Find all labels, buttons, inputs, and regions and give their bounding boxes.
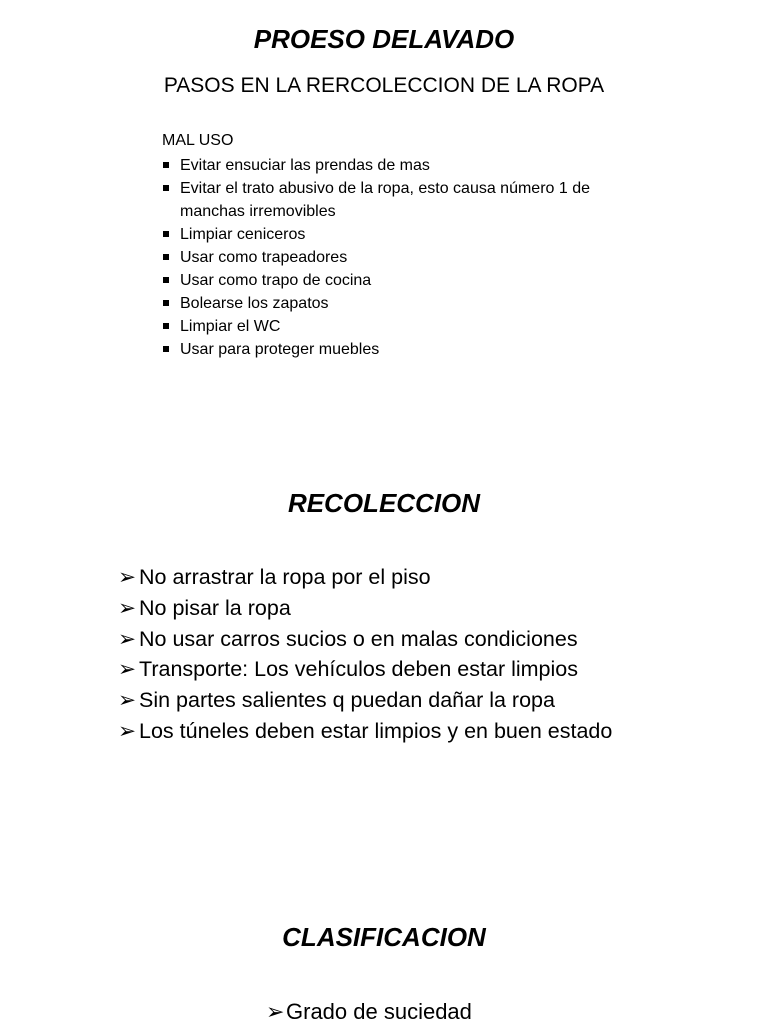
list-item: Limpiar ceniceros [162, 223, 622, 246]
mal-uso-list [162, 154, 622, 361]
recoleccion-list [118, 562, 738, 747]
list-item: Evitar ensuciar las prendas de mas [162, 154, 622, 177]
clasificacion-section [266, 996, 746, 1028]
list-item: Usar para proteger muebles [162, 338, 622, 361]
list-item: ➢ No usar carros sucios o en malas condiciones [118, 624, 738, 655]
recoleccion-title: RECOLECCION [287, 488, 481, 518]
list-item: ➢ Transporte: Los vehículos deben estar limpios [118, 654, 738, 685]
list-item: ➢ No pisar la ropa [118, 593, 738, 624]
list-item: Evitar el trato abusivo de la ropa, esto causa número 1 de manchas irremovibles [162, 177, 622, 223]
list-item: Bolearse los zapatos [162, 292, 622, 315]
mal-uso-section [162, 130, 622, 361]
list-item: ➢ Los túneles deben estar limpios y en buen estado [118, 716, 738, 747]
page-title: PROESO DELAVADO [253, 24, 515, 54]
clasificacion-list [266, 996, 746, 1028]
recoleccion-section [118, 562, 738, 747]
page-subtitle: PASOS EN LA RERCOLECCION DE LA ROPA [163, 74, 605, 97]
list-item: ➢ Sin partes salientes q puedan dañar la ropa [118, 685, 738, 716]
list-item: ➢ No arrastrar la ropa por el piso [118, 562, 738, 593]
mal-uso-heading: MAL USO [162, 132, 234, 149]
list-item: Usar como trapo de cocina [162, 269, 622, 292]
list-item: ➢ Grado de suciedad [266, 996, 746, 1028]
list-item: Limpiar el WC [162, 315, 622, 338]
clasificacion-title: CLASIFICACION [282, 922, 486, 952]
list-item: Usar como trapeadores [162, 246, 622, 269]
